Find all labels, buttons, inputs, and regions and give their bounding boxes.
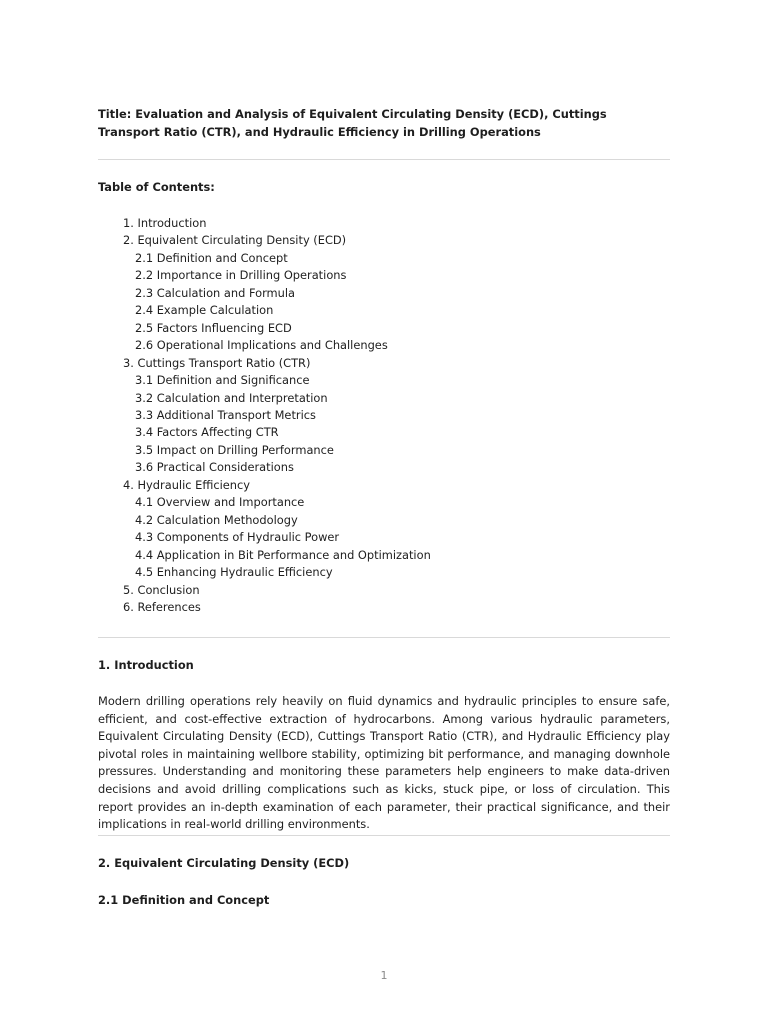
toc-item: 3. Cuttings Transport Ratio (CTR)	[123, 355, 311, 370]
toc-item: 2.2 Importance in Drilling Operations	[135, 268, 347, 283]
toc-heading: Table of Contents:	[98, 180, 215, 194]
toc-item: 2.4 Example Calculation	[135, 303, 274, 318]
toc-item: 3.6 Practical Considerations	[135, 460, 294, 475]
toc-item: 5. Conclusion	[123, 582, 200, 597]
toc-item: 6. References	[123, 599, 201, 614]
toc-item: 4.5 Enhancing Hydraulic Efficiency	[135, 565, 333, 580]
toc-item: 3.1 Definition and Significance	[135, 373, 310, 388]
toc-item: 2. Equivalent Circulating Density (ECD)	[123, 233, 347, 248]
introduction-paragraph: Modern drilling operations rely heavily on fluid dynamics and hydraulic principles to ensure safe, efficient, and cost-effective extraction of hydrocarbons. Among various hydraulic parameters, Equivalent Circulating Density (ECD), Cuttings Transport Ratio (CTR), and Hydraulic Efficiency play pivotal roles in maintaining wellbore stability, optimizing bit performance, and managing downhole pressures. Understanding and monitoring these parameters help engineers to make data-driven decisions and avoid drilling complications such as kicks, stuck pipe, or loss of circulation. This report provides an in-depth examination of each parameter, their practical significance, and their implications in real-world drilling environments.	[98, 694, 670, 832]
toc-item: 4. Hydraulic Efficiency	[123, 477, 250, 492]
toc-item: 2.5 Factors Influencing ECD	[135, 320, 292, 335]
subsection-heading-definition: 2.1 Definition and Concept	[98, 893, 270, 907]
divider	[98, 835, 670, 836]
toc-item: 3.2 Calculation and Interpretation	[135, 390, 328, 405]
toc-item: 2.6 Operational Implications and Challenges	[135, 338, 388, 353]
toc-item: 2.1 Definition and Concept	[135, 250, 288, 265]
toc-item: 4.3 Components of Hydraulic Power	[135, 530, 340, 545]
section-heading-introduction: 1. Introduction	[98, 658, 194, 672]
divider	[98, 159, 670, 160]
page-number: 1	[380, 969, 388, 982]
section-heading-ecd: 2. Equivalent Circulating Density (ECD)	[98, 856, 350, 870]
document-title: Title: Evaluation and Analysis of Equivalent Circulating Density (ECD), Cuttings Transport Ratio (CTR), and Hydraulic Efficiency in Drilling Operations	[98, 107, 607, 139]
toc-item: 4.4 Application in Bit Performance and Optimization	[135, 547, 431, 562]
toc-item: 3.5 Impact on Drilling Performance	[135, 442, 334, 457]
toc-item: 3.4 Factors Affecting CTR	[135, 425, 279, 440]
toc-item: 3.3 Additional Transport Metrics	[135, 407, 316, 422]
toc-item: 2.3 Calculation and Formula	[135, 285, 296, 300]
toc-item: 1. Introduction	[123, 216, 207, 230]
divider	[98, 637, 670, 638]
toc-item: 4.2 Calculation Methodology	[135, 512, 298, 527]
table-of-contents	[123, 215, 431, 616]
toc-item: 4.1 Overview and Importance	[135, 495, 305, 510]
